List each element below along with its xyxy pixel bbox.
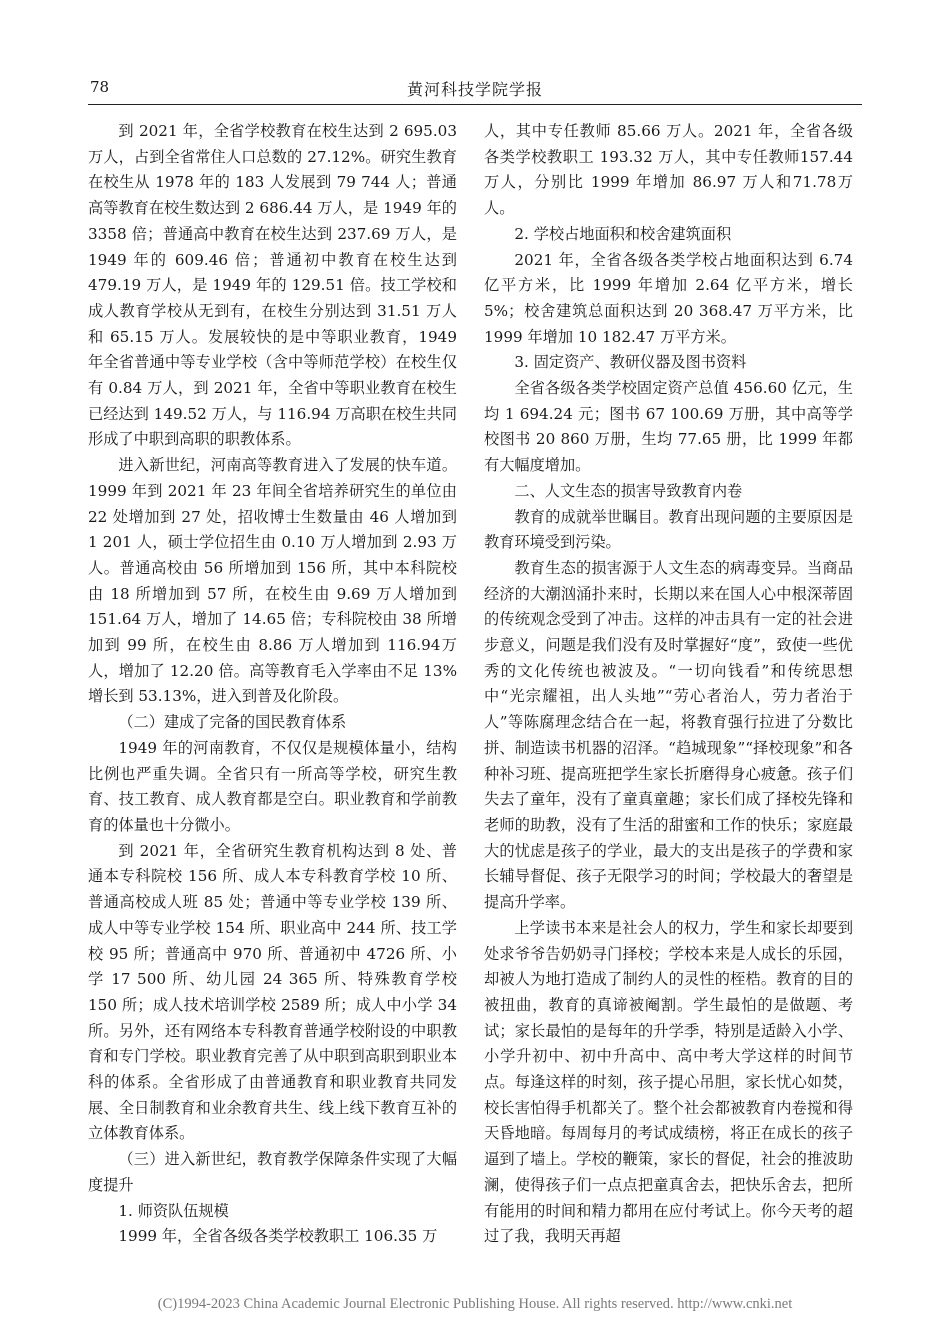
subsection-heading: 3. 固定资产、教研仪器及图书资料 (514, 353, 747, 372)
paragraph: 1949 年的河南教育，不仅仅是规模体量小，结构比例也严重失调。全省只有一所高等学校，研究生教育、技工教育、成人教育都是空白。职业教育和学前教育的体量也十分微小。 (88, 738, 457, 834)
paragraph: 教育的成就举世瞩目。教育出现问题的主要原因是教育环境受到污染。 (484, 507, 853, 552)
paragraph: 教育生态的损害源于人文生态的病毒变异。当商品经济的大潮汹涌扑来时，长期以来在国人心中根深蒂固的传统观念受到了冲击。这样的冲击具有一定的社会进步意义，问题是我们没有及时掌握好“度”，致使一些优秀的文化传统也被波及。“一切向钱看”和传统思想中“光宗耀祖，出人头地”“劳心者治人，劳力者治于人”等陈腐理念结合在一起，将教育强行拉进了分数比拼、制造读书机器的沼泽。“趋城现象”“择校现象”和各种补习班、提高班把学生家长折磨得身心疲惫。孩子们失去了童年，没有了童真童趣；家长们成了择校先锋和老师的助教，没有了生活的甜蜜和工作的快乐；家庭最大的忧虑是孩子的学业，最大的支出是孩子的学费和家长辅导督促、孩子无限学习的时间；学校最大的奢望是提高升学率。 (484, 558, 853, 912)
subsection-heading: 2. 学校占地面积和校舍建筑面积 (514, 224, 732, 243)
paragraph-continued: 人，其中专任教师 85.66 万人。2021 年，全省各级各类学校教职工 193.32 万人，其中专任教师157.44 万人，分别比 1999 年增加 86.97 万人和71.78万人。 (484, 122, 853, 218)
section-heading: （三）进入新世纪，教育教学保障条件实现了大幅度提升 (88, 1150, 457, 1194)
subsection-heading: 1. 师资队伍规模 (118, 1201, 229, 1220)
paragraph: 进入新世纪，河南高等教育进入了发展的快车道。1999 年到 2021 年 23 年间全省培养研究生的单位由 22 处增加到 27 处，招收博士生数量由 46 人增加到 1 201 人，硕士学位招生由 0.10 万人增加到 2.93 万人。普通高校由 56 所增加到 156 所，其中本科院校由 18 所增加到 57 所，在校生由 9.69 万人增加到 151.64 万人，增加了 14.65 倍；专科院校由 38 所增加到 99 所，在校生由 8.86 万人增加到 116.94万人，增加了 12.20 倍。高等教育毛入学率由不足 13% 增长到 53.13%，进入到普及化阶段。 (88, 456, 457, 706)
left-column (88, 119, 457, 1250)
copyright-footer: (C)1994-2023 China Academic Journal Electronic Publishing House. All rights reserved. http://www.cnki.net (157, 1296, 793, 1312)
section-heading: 二、人文生态的损害导致教育内卷 (514, 481, 743, 500)
right-column (484, 119, 853, 1250)
journal-title: 黄河科技学院学报 (406, 80, 543, 99)
running-header (88, 76, 862, 105)
paragraph: 全省各级各类学校固定资产总值 456.60 亿元，生均 1 694.24 元；图书 67 100.69 万册，其中高等学校图书 20 860 万册，生均 77.65 册，比 1999 年都有大幅度增加。 (484, 379, 853, 475)
paragraph: 1999 年，全省各级各类学校教职工 106.35 万 (118, 1227, 438, 1246)
paragraph: 2021 年，全省各级各类学校占地面积达到 6.74 亿平方米，比 1999 年增加 2.64 亿平方米，增长 5%；校舍建筑总面积达到 20 368.47 万平方米，比 1999 年增加 10 182.47 万平方米。 (484, 250, 853, 346)
paragraph: 到 2021 年，全省研究生教育机构达到 8 处、普通本专科院校 156 所、成人本专科教育学校 10 所、普通高校成人班 85 处；普通中等专业学校 139 所、成人中等专业学校 154 所、职业高中 244 所、技工学校 95 所；普通高中 970 所、普通初中 4726 所、小学 17 500 所、幼儿园 24 365 所、特殊教育学校 150 所；成人技术培训学校 2589 所；成人中小学 34 所。另外，还有网络本专科教育普通学校附设的中职教育和专门学校。职业教育完善了从中职到高职到职业本科的体系。全省形成了由普通教育和职业教育共同发展、全日制教育和业余教育共生、线上线下教育互补的立体教育体系。 (88, 841, 457, 1143)
paragraph: 上学读书本来是社会人的权力，学生和家长却要到处求爷爷告奶奶寻门择校；学校本来是人成长的乐园，却被人为地打造成了制约人的灵性的桎梏。教育的目的被扭曲，教育的真谛被阉割。学生最怕的是做题、考试；家长最怕的是每年的升学季，特别是适龄入小学、小学升初中、初中升高中、高中考大学这样的时间节点。每逢这样的时刻，孩子提心吊胆，家长忧心如焚，校长害怕得手机都关了。整个社会都被教育内卷搅和得天昏地暗。每周每月的考试成绩榜，将正在成长的孩子逼到了墙上。学校的鞭策，家长的督促，社会的推波助澜，使得孩子们一点点把童真舍去，把快乐舍去，把所有能用的时间和精力都用在应付考试上。你今天考的超过了我，我明天再超 (484, 918, 853, 1246)
section-heading: （二）建成了完备的国民教育体系 (118, 713, 347, 732)
page-number: 78 (90, 78, 110, 96)
paragraph: 到 2021 年，全省学校教育在校生达到 2 695.03 万人，占到全省常住人口总数的 27.12%。研究生教育在校生从 1978 年的 183 人发展到 79 744 人；普通高等教育在校生数达到 2 686.44 万人，是 1949 年的 3358 倍；普通高中教育在校生达到 237.69 万人，是 1949 年的 609.46 倍；普通初中教育在校生达到 479.19 万人，是 1949 年的 129.51 倍。技工学校和成人教育学校从无到有，在校生分别达到 31.51 万人和 65.15 万人。发展较快的是中等职业教育，1949 年全省普通中等专业学校（含中等师范学校）在校生仅有 0.84 万人，到 2021 年，全省中等职业教育在校生已经达到 149.52 万人，与 116.94 万高职在校生共同形成了中职到高职的职教体系。 (88, 122, 457, 449)
